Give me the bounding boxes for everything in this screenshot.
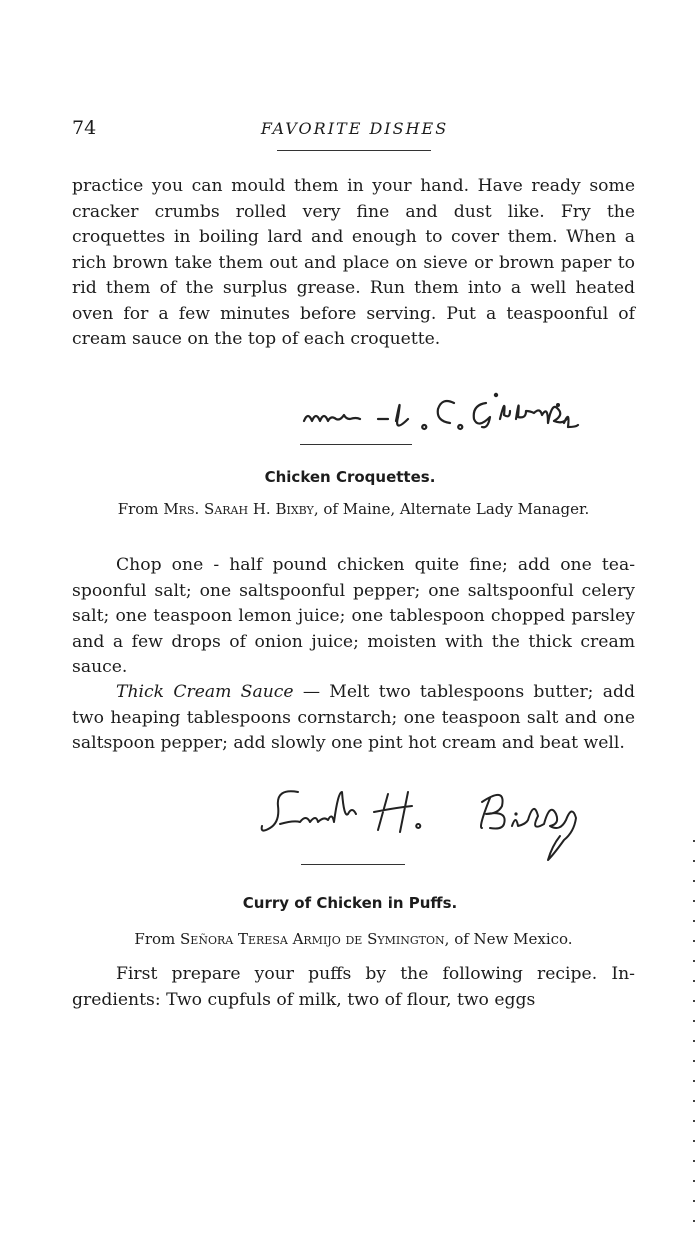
recipe-body-2: First prepare your puffs by the following recipe. In-gredients: Two cupfuls of milk, two of flour, two eggs <box>72 964 635 1010</box>
signature-rule-2 <box>301 864 405 865</box>
signature-bixby <box>258 780 638 865</box>
signature-gillespie <box>300 385 610 435</box>
running-title: FAVORITE DISHES <box>260 119 449 138</box>
recipe-source-2: From Señora Teresa Armijo de Symington, of New Mexico. <box>134 930 573 948</box>
signature-rule-1 <box>300 444 412 445</box>
page-number: 74 <box>72 117 97 139</box>
recipe-title-chicken-croquettes: Chicken Croquettes. <box>264 468 436 486</box>
page-edge-marks <box>693 840 697 1240</box>
recipe-source-1: From Mrs. Sarah H. Bixby, of Maine, Alternate Lady Manager. <box>117 500 590 518</box>
continuation-paragraph: practice you can mould them in your hand. Have ready some cracker crumbs rolled very fine and dust like. Fry the croquettes in boiling lard and enough to cover them. When a rich brown take them out and place on sieve or brown paper to rid them of the surplus grease. Run them into a well heated oven for a few minutes before serving. Put a teaspoonful of cream sauce on the top of each croquette. <box>72 176 635 349</box>
page-header <box>72 117 637 141</box>
sauce-label: Thick Cream Sauce <box>116 682 294 702</box>
recipe-title-curry-of-chicken: Curry of Chicken in Puffs. <box>242 894 458 912</box>
thick-cream-sauce-paragraph: Thick Cream Sauce — Melt two tablespoons butter; add two heaping tablespoons cornstarch; one teaspoon salt and one saltspoon pepper; add slowly one pint hot cream and beat well. <box>72 682 635 753</box>
header-rule <box>277 150 431 151</box>
recipe-body-1: Chop one - half pound chicken quite fine; add one tea-spoonful salt; one saltspoonful pepper; one saltspoonful celery salt; one teaspoon lemon juice; one tablespoon chopped parsley and a few drops of onion juice; moisten with the thick cream sauce. <box>72 555 635 677</box>
